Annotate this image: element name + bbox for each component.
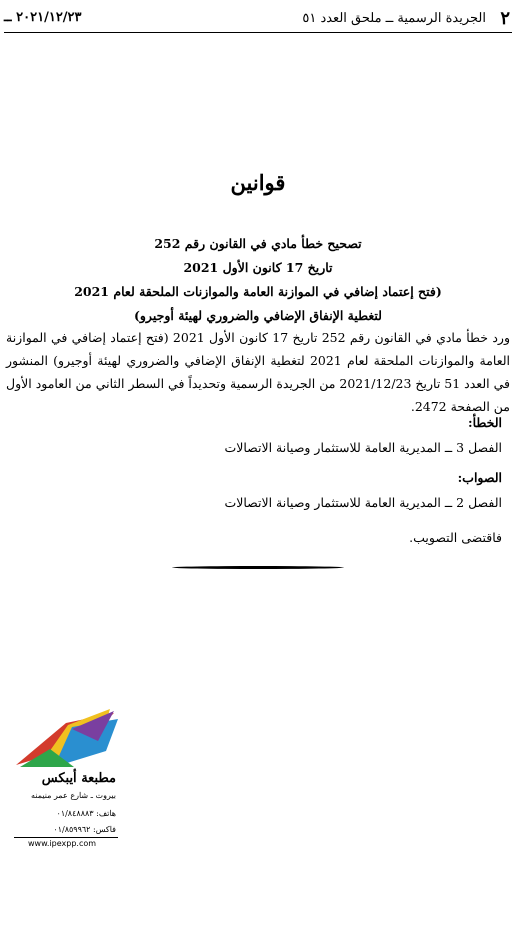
page-header — [4, 8, 512, 30]
body-paragraph: ورد خطأ مادي في القانون رقم 252 تاريخ 17 كانون الأول 2021 (فتح إعتماد إضافي في الموازنة العامة والموازنات الملحقة لعام 2021 لتغطية الإنفاق الإضافي والضروري لهيئة أوجيرو) المنشور في العدد 51 تاريخ 2021/12/23 من الجريدة الرسمية وتحديداً في السطر الثاني من العامود الأول من الصفحة 2472. — [6, 330, 511, 414]
correct-text: الفصل 2 ــ المديرية العامة للاستثمار وصيانة الاتصالات — [224, 495, 502, 510]
printer-divider — [14, 837, 118, 838]
error-label: الخطأ: — [467, 415, 502, 430]
correct-label: الصواب: — [457, 470, 502, 485]
title-line: لتغطية الإنفاق الإضافي والضروري لهيئة أوجيرو) — [133, 308, 382, 323]
printer-logo-icon — [10, 705, 122, 771]
issue-date: ٢٠٢١/١٢/٢٣ ــ — [4, 10, 82, 25]
end-divider — [172, 566, 344, 569]
title-line: تاريخ 17 كانون الأول 2021 — [183, 260, 333, 275]
page-number: ٢ — [500, 8, 510, 29]
closing-text: فاقتضى التصويب. — [409, 530, 502, 545]
printer-address: بيروت ـ شارع عمر منيمنه — [31, 791, 116, 800]
printer-phone: هاتف: ٠١/٨٤٨٨٨٣ — [56, 809, 116, 818]
title-line: (فتح إعتماد إضافي في الموازنة العامة والموازنات الملحقة لعام 2021 — [74, 284, 442, 299]
printer-website: www.ipexpp.com — [28, 839, 97, 848]
printer-imprint — [10, 705, 122, 855]
section-title: قوانين — [230, 170, 286, 195]
header-divider — [4, 32, 512, 33]
title-line: تصحيح خطأ مادي في القانون رقم 252 — [154, 236, 362, 251]
printer-name: مطبعة أيبكس — [41, 771, 116, 786]
journal-title: الجريدة الرسمية ــ ملحق العدد ٥١ — [302, 11, 486, 26]
law-title — [10, 232, 506, 328]
error-text: الفصل 3 ــ المديرية العامة للاستثمار وصيانة الاتصالات — [224, 440, 502, 455]
printer-fax: فاكس: ٠١/٨٥٩٩٦٢ — [53, 825, 116, 834]
